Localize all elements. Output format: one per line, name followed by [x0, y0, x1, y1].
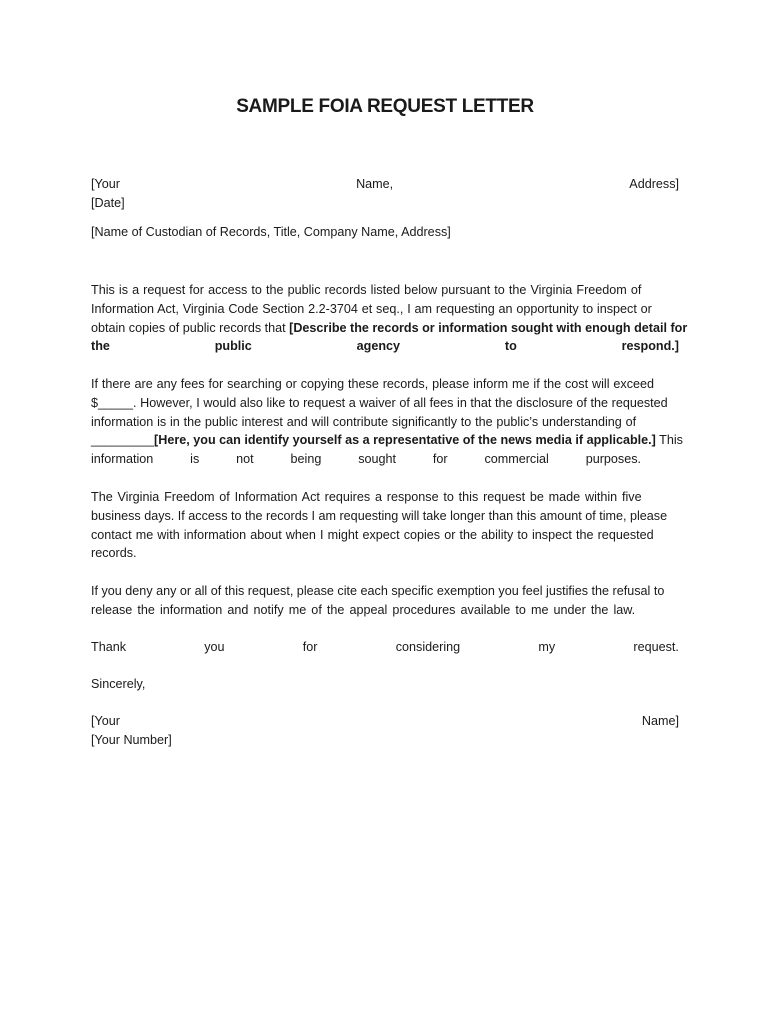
line-text: release the information and notify me of the appeal procedures available to me under the law. — [91, 602, 636, 617]
word: my — [538, 640, 556, 654]
paragraph-line — [91, 582, 679, 601]
line-text: If there are any fees for searching or copying these records, please inform me if the cost will exceed — [91, 377, 654, 391]
word: the — [91, 339, 110, 354]
closing: Sincerely, — [91, 677, 146, 691]
paragraph-line — [91, 300, 679, 319]
word: Thank — [91, 640, 127, 654]
word: public — [214, 339, 252, 354]
line-text: $_____. However, I would also like to request a waiver of all fees in that the disclosure of the requested — [91, 395, 668, 410]
paragraph-response-time — [91, 488, 679, 563]
word: purposes. — [585, 452, 641, 467]
word: for — [302, 640, 318, 654]
paragraph-line — [91, 319, 688, 338]
paragraph-line — [91, 413, 679, 432]
sender-address-word: [Your — [91, 177, 120, 191]
line-text: information is in the public interest and will contribute significantly to the public’s understanding of — [91, 414, 637, 429]
line-text: obtain copies of public records that — [91, 320, 290, 335]
word: for — [432, 452, 448, 467]
word: not — [236, 452, 254, 467]
news-media-placeholder: [Here, you can identify yourself as a representative of the news media if applicable.] — [154, 433, 656, 448]
paragraph-line — [91, 507, 679, 526]
records-description-placeholder: [Describe the records or information sought with enough detail for — [289, 320, 688, 335]
line-text: business days. If access to the records I am requesting will take longer than this amount of time, please — [91, 508, 668, 523]
paragraph-line — [91, 281, 679, 300]
signature-name-line — [91, 712, 679, 731]
line-text: The Virginia Freedom of Information Act requires a response to this request be made within five — [91, 490, 642, 504]
word: to — [504, 339, 517, 354]
paragraph-line — [91, 375, 679, 394]
paragraph-line — [91, 450, 679, 469]
paragraph-line — [91, 544, 679, 563]
paragraph-line — [91, 337, 679, 356]
sender-address-word: Name, — [356, 177, 394, 191]
paragraph-line — [91, 601, 679, 620]
word: considering — [395, 640, 461, 654]
word: is — [190, 452, 200, 467]
word: information — [91, 452, 154, 467]
line-text: This is a request for access to the public records listed below pursuant to the Virginia Freedom of — [91, 283, 642, 297]
line-text: Information Act, Virginia Code Section 2.2-3704 et seq., I am requesting an opportunity to inspect or — [91, 301, 652, 316]
paragraph-line — [91, 526, 679, 545]
word: [Your — [91, 714, 120, 728]
signature-number: [Your Number] — [91, 733, 172, 747]
paragraph-denial — [91, 582, 679, 620]
date-placeholder: [Date] — [91, 196, 125, 210]
sender-address-word: Address] — [629, 177, 679, 191]
word: Name] — [641, 714, 679, 728]
blank-line: _________ — [91, 433, 155, 448]
paragraph-request — [91, 281, 688, 356]
paragraph-line — [91, 431, 683, 450]
thanks-line — [91, 638, 679, 657]
line-text: records. — [91, 546, 137, 561]
word: being — [290, 452, 322, 467]
line-text: If you deny any or all of this request, please cite each specific exemption you feel justifies the refusal to — [91, 584, 665, 598]
paragraph-line — [91, 488, 679, 507]
line-text: This — [655, 433, 683, 448]
word: request. — [633, 640, 679, 654]
line-text: contact me with information about when I might expect copies or the ability to inspect the requested — [91, 527, 654, 542]
custodian-address: [Name of Custodian of Records, Title, Company Name, Address] — [91, 225, 451, 239]
paragraph-fees — [91, 375, 683, 469]
word: sought — [358, 452, 397, 467]
word: you — [204, 640, 225, 654]
page-title: SAMPLE FOIA REQUEST LETTER — [236, 96, 534, 117]
paragraph-line — [91, 394, 679, 413]
sender-address-line — [91, 175, 679, 194]
word: respond.] — [621, 339, 679, 354]
word: commercial — [484, 452, 549, 467]
word: agency — [356, 339, 401, 354]
